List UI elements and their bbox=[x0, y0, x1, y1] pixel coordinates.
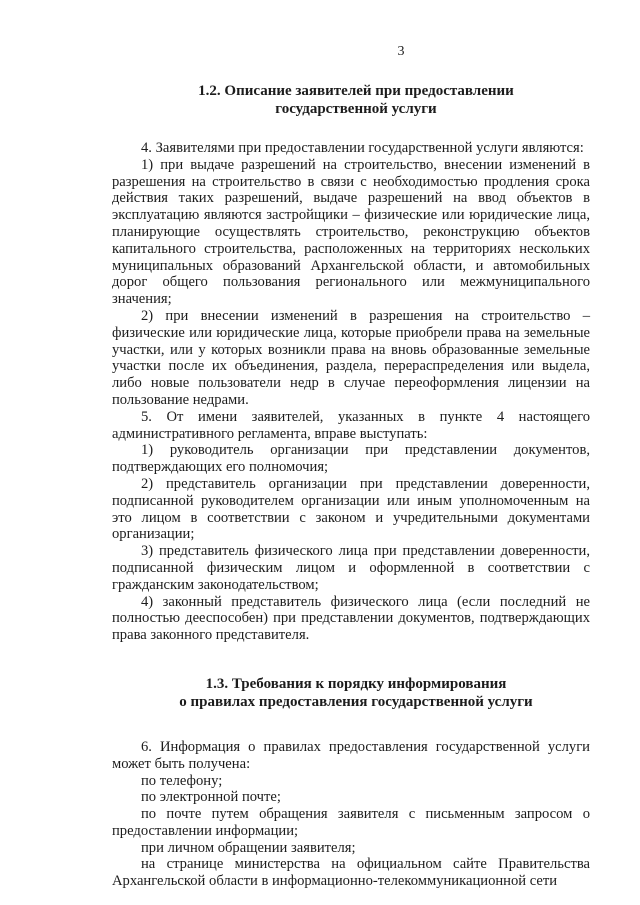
section-1-3-title bbox=[112, 675, 590, 711]
paragraph-6-item-personal: при личном обращении заявителя; bbox=[141, 839, 356, 856]
paragraph-6-item-phone: по телефону; bbox=[141, 772, 223, 789]
paragraph-6-item-post: по почте путем обращения заявителя с письменным запросом о предоставлении информации; bbox=[112, 806, 590, 839]
paragraph-5-item-3: 3) представитель физического лица при представлении доверенности, подписанной физическим лицом и оформленной в соответствии с гражданским законодательством; bbox=[112, 543, 590, 593]
paragraph-5-item-1: 1) руководитель организации при представлении документов, подтверждающих его полномочия; bbox=[112, 442, 590, 476]
paragraph-6: 6. Информация о правилах предоставления государственной услуги может быть получена: bbox=[112, 738, 590, 772]
paragraph-6-item-email: по электронной почте; bbox=[141, 789, 281, 806]
paragraph-5-item-4: 4) законный представитель физического лица (если последний не полностью дееспособен) при представлении документов, подтверждающих права законного представителя. bbox=[112, 593, 590, 644]
page-number: 3 bbox=[397, 44, 405, 59]
section-1-2-title bbox=[112, 82, 590, 118]
paragraph-6-item-website: на странице министерства на официальном сайте Правительства Архангельской области в информационно-телекоммуникационной сети bbox=[112, 856, 590, 890]
paragraph-4-item-2: 2) при внесении изменений в разрешения на строительство – физические или юридические лица, которые приобрели права на земельные участки, или у которых возникли права на вновь образованные земельные участки после их объединения, раздела, перераспределения или выдела, либо новые пользователи недр в случае переоформления лицензии на пользование недрами. bbox=[112, 307, 590, 408]
paragraph-5-item-2: 2) представитель организации при представлении доверенности, подписанной руководителем организации или иным уполномоченным на это лицом в соответствии с законом и учредительными документами организации; bbox=[112, 475, 590, 543]
section-1-2-title-line-1: 1.2. Описание заявителей при предоставлении bbox=[198, 83, 514, 99]
section-1-2-title-line-2: государственной услуги bbox=[275, 101, 437, 117]
paragraph-5: 5. От имени заявителей, указанных в пункте 4 настоящего административного регламента, вправе выступать: bbox=[112, 408, 590, 442]
section-1-3-title-line-2: о правилах предоставления государственной услуги bbox=[179, 693, 533, 710]
section-1-3-title-line-1: 1.3. Требования к порядку информирования bbox=[205, 675, 507, 692]
paragraph-4-item-1: 1) при выдаче разрешений на строительство, внесении изменений в разрешения на строительство в связи с необходимостью продления срока действия таких разрешений, выдаче разрешений на ввод объектов в эксплуатацию являются застройщики – физические или юридические лица, планирующие осуществлять строительство, реконструкцию объектов капитального строительства, расположенных на территориях нескольких муниципальных образований Архангельской области, и автомобильных дорог общего пользования регионального или межмуниципального значения; bbox=[112, 156, 590, 308]
paragraph-4: 4. Заявителями при предоставлении государственной услуги являются: bbox=[141, 140, 584, 156]
